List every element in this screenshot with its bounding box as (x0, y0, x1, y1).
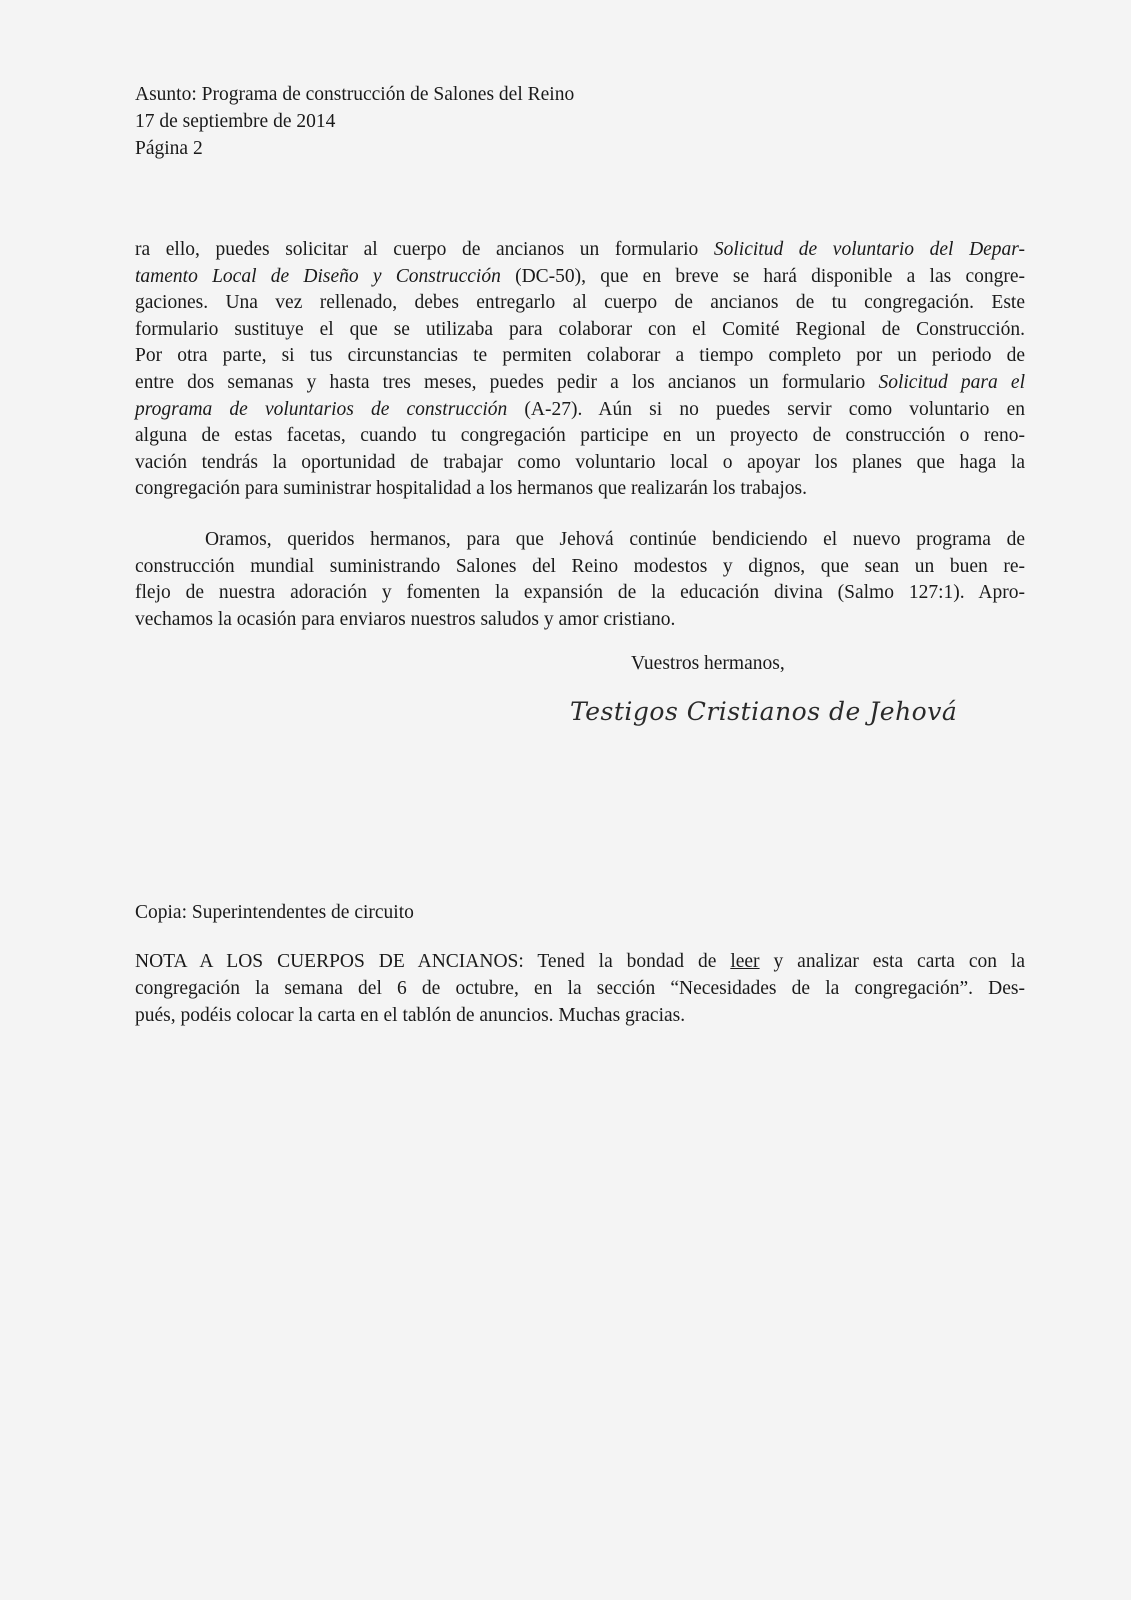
paragraph-line: programa de voluntarios de construcción (A-27). Aún si no puedes servir como voluntario en (135, 398, 1025, 420)
paragraph-line: gaciones. Una vez rellenado, debes entregarlo al cuerpo de ancianos de tu congregación. Este (135, 292, 1025, 314)
paragraph-line: formulario sustituye el que se utilizaba para colaborar con el Comité Regional de Construcción. (135, 318, 1025, 340)
subject-line: Asunto: Programa de construcción de Salones del Reino (135, 84, 575, 105)
letter-body (135, 237, 1025, 633)
paragraph-line: Por otra parte, si tus circunstancias te permiten colaborar a tiempo completo por un periodo de (135, 345, 1025, 367)
form-title-dc50-cont: tamento Local de Diseño y Construcción (135, 265, 501, 287)
page-number: Página 2 (135, 138, 203, 159)
note-line: pués, podéis colocar la carta en el tablón de anuncios. Muchas gracias. (135, 1005, 686, 1026)
date-line: 17 de septiembre de 2014 (135, 111, 336, 132)
form-title-dc50: Solicitud de voluntario del Depar- (713, 239, 1026, 260)
form-title-a27: Solicitud para el (878, 371, 1025, 393)
paragraph-line: congregación para suministrar hospitalidad a los hermanos que realizarán los trabajos. (135, 478, 807, 500)
paragraph-line: construcción mundial suministrando Salones del Reino modestos y dignos, que sean un buen re- (135, 555, 1025, 577)
paragraph-line: flejo de nuestra adoración y fomenten la expansión de la educación divina (Salmo 127:1). Apro- (135, 582, 1025, 604)
letter-header (135, 81, 1035, 162)
note-line: congregación la semana del 6 de octubre, en la sección “Necesidades de la congregación”. Des- (135, 978, 1025, 999)
form-title-a27-cont: programa de voluntarios de construcción (135, 398, 508, 420)
copy-line: Copia: Superintendentes de circuito (135, 902, 414, 923)
paragraph-line: Oramos, queridos hermanos, para que Jehová continúe bendiciendo el nuevo programa de (205, 528, 1025, 550)
paragraph-line: alguna de estas facetas, cuando tu congregación participe en un proyecto de construcción o reno- (135, 425, 1025, 447)
elders-note (135, 948, 1025, 1029)
closing-salutation: Vuestros hermanos, (631, 653, 785, 674)
paragraph-1 (135, 237, 1025, 503)
paragraph-line: vechamos la ocasión para enviaros nuestros saludos y amor cristiano. (135, 608, 676, 630)
paragraph-line: tamento Local de Diseño y Construcción (DC-50), que en breve se hará disponible a las congre- (135, 265, 1025, 287)
paragraph-line: vación tendrás la oportunidad de trabajar como voluntario local o apoyar los planes que haga la (135, 451, 1025, 473)
note-line: NOTA A LOS CUERPOS DE ANCIANOS: Tened la bondad de leer y analizar esta carta con la (135, 951, 1025, 972)
paragraph-2 (135, 527, 1025, 633)
signature: Testigos Cristianos de Jehová (570, 697, 958, 726)
paragraph-line: entre dos semanas y hasta tres meses, puedes pedir a los ancianos un formulario Solicitud para el (135, 371, 1025, 393)
paragraph-line: ra ello, puedes solicitar al cuerpo de ancianos un formulario Solicitud de voluntario del Depar- (135, 239, 1026, 260)
underlined-word: leer (730, 951, 760, 972)
